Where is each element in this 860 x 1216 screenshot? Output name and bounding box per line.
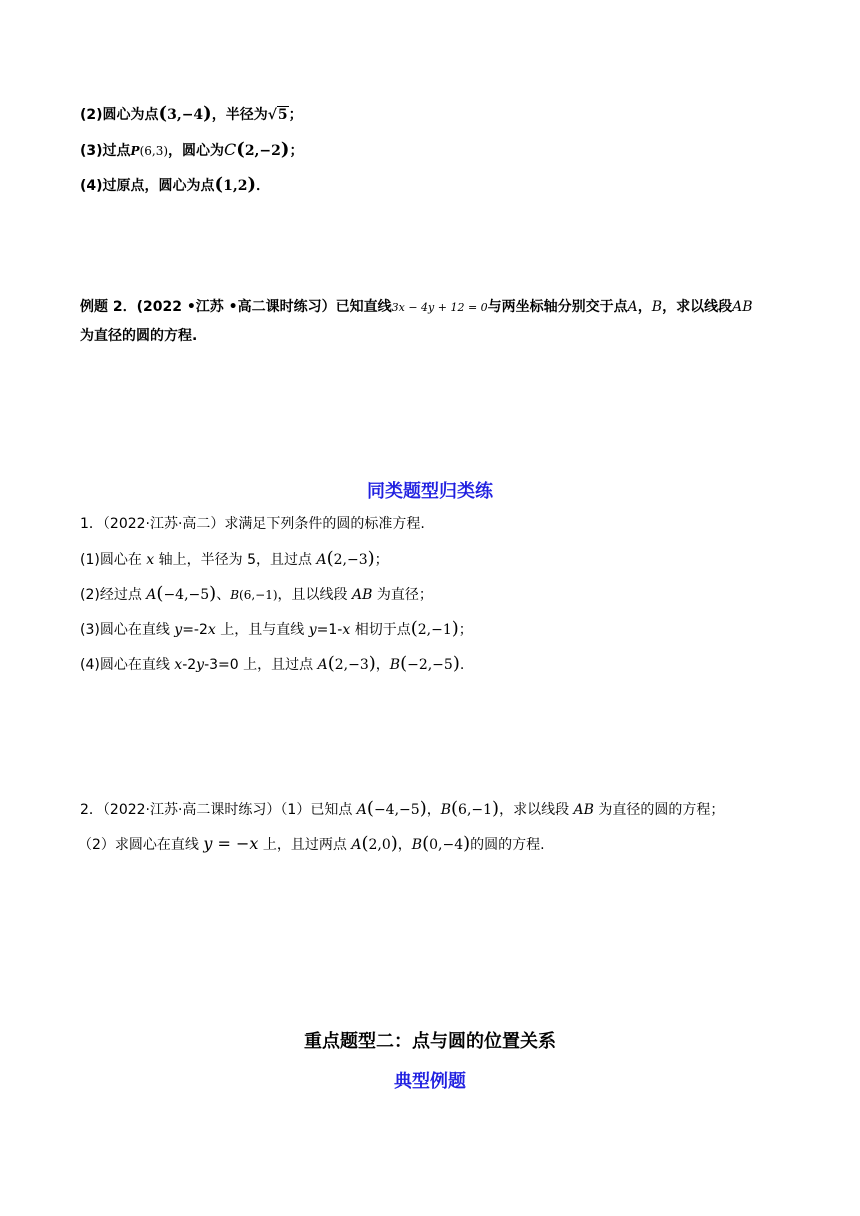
question-2-line-1: 2．（2022·江苏·高二课时练习）（1）已知点 A(−4,−5)，B(6,−1)，求以线段 AB 为直径的圆的方程； [80, 798, 725, 819]
section-heading-key-type-2: 重点题型二：点与圆的位置关系 [304, 1031, 556, 1052]
sqrt-expression: √5 [267, 107, 288, 123]
point-coordinates: 3,−4 [167, 107, 204, 123]
question-1-sub-3: (3)圆心在直线 y=-2x 上，且与直线 y=1-x 相切于点(2,−1)； [80, 618, 473, 639]
question-1-sub-1: (1)圆心在 x 轴上，半径为 5，且过点 A(2,−3)； [80, 548, 389, 569]
question-1-sub-4: (4)圆心在直线 x-2y-3=0 上，且过点 A(2,−3)，B(−2,−5). [80, 653, 465, 674]
example-2-line-1: 例题 2．(2022 •江苏 •高二课时练习）已知直线3x − 4y + 12 = 0与两坐标轴分别交于点A，B，求以线段AB [80, 299, 753, 315]
line-equation: 3x − 4y + 12 = 0 [391, 301, 488, 314]
question-1-sub-2: (2)经过点 A(−4,−5)、B(6,−1)，且以线段 AB 为直径； [80, 583, 433, 604]
problem-item-3: (3)过点P(6,3)，圆心为C(2,−2)； [80, 139, 304, 160]
problem-item-4: (4)过原点，圆心为点(1,2)． [80, 174, 270, 195]
section-heading-practice: 同类题型归类练 [367, 481, 493, 502]
question-2-line-2: （2）求圆心在直线 y = −x 上，且过两点 A(2,0)，B(0,−4)的圆的方程. [78, 833, 545, 854]
section-heading-examples: 典型例题 [394, 1071, 466, 1092]
problem-item-2: (2)圆心为点(3,−4)，半径为√5； [80, 103, 303, 124]
question-1-header: 1．（2022·江苏·高二）求满足下列条件的圆的标准方程. [80, 516, 425, 532]
example-2-line-2: 为直径的圆的方程. [80, 328, 198, 344]
